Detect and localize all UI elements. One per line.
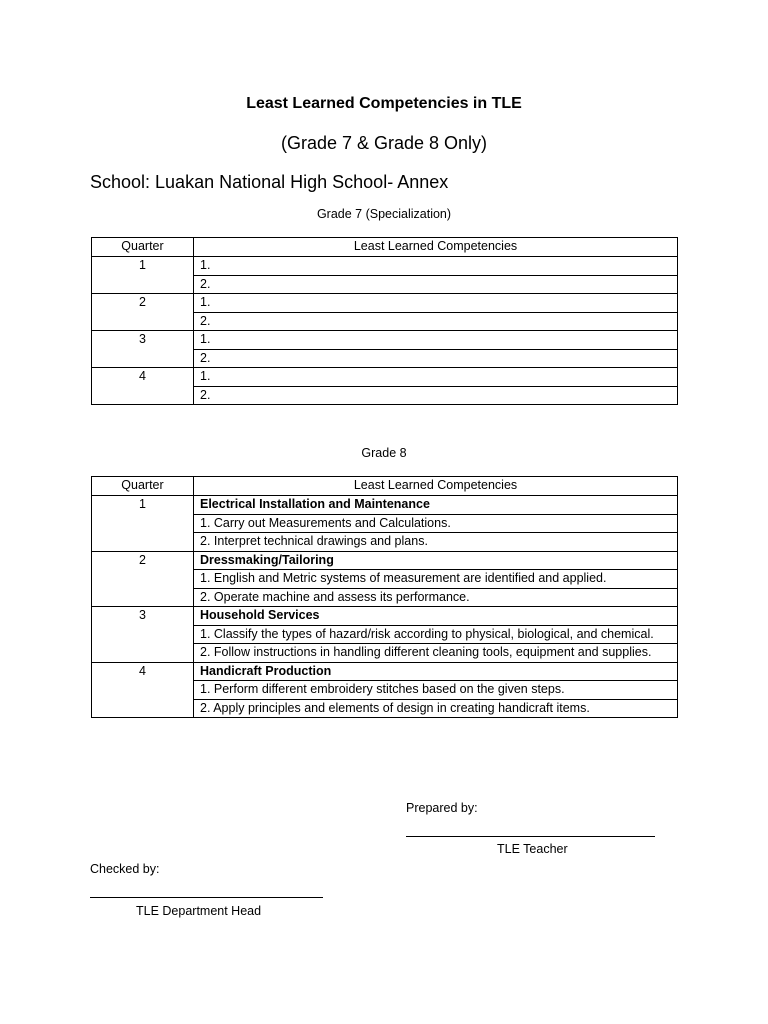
area-label-cell: Household Services bbox=[194, 607, 678, 626]
table-row bbox=[92, 551, 678, 570]
quarter-cell: 1 bbox=[92, 257, 194, 294]
competency-cell: 1. bbox=[194, 368, 678, 387]
grade8-table-body bbox=[92, 496, 678, 718]
table-row bbox=[92, 496, 678, 515]
document-subtitle: (Grade 7 & Grade 8 Only) bbox=[280, 133, 488, 153]
grade7-table-body bbox=[92, 257, 678, 405]
checked-role: TLE Department Head bbox=[136, 904, 262, 918]
quarter-cell: 2 bbox=[92, 551, 194, 607]
area-label-cell: Electrical Installation and Maintenance bbox=[194, 496, 678, 515]
prepared-by-label: Prepared by: bbox=[406, 801, 478, 815]
competency-cell: 2. Apply principles and elements of design in creating handicraft items. bbox=[194, 699, 678, 718]
grade7-table bbox=[91, 237, 678, 405]
table-row bbox=[92, 257, 678, 276]
competency-cell: 1. Perform different embroidery stitches based on the given steps. bbox=[194, 681, 678, 700]
quarter-header: Quarter bbox=[92, 477, 194, 496]
competency-cell: 1. bbox=[194, 331, 678, 350]
competency-cell: 2. bbox=[194, 386, 678, 405]
area-label-cell: Dressmaking/Tailoring bbox=[194, 551, 678, 570]
quarter-header: Quarter bbox=[92, 238, 194, 257]
quarter-cell: 1 bbox=[92, 496, 194, 552]
table-header-row bbox=[92, 238, 678, 257]
grade8-table bbox=[91, 476, 678, 718]
grade7-caption: Grade 7 (Specialization) bbox=[316, 207, 452, 221]
table-header-row bbox=[92, 477, 678, 496]
competency-cell: 1. bbox=[194, 294, 678, 313]
competency-cell: 1. bbox=[194, 257, 678, 276]
area-label-cell: Handicraft Production bbox=[194, 662, 678, 681]
prepared-role: TLE Teacher bbox=[497, 842, 568, 856]
checked-by-label: Checked by: bbox=[90, 862, 160, 876]
quarter-cell: 4 bbox=[92, 368, 194, 405]
document-title: Least Learned Competencies in TLE bbox=[246, 95, 522, 112]
table-row bbox=[92, 607, 678, 626]
competencies-header: Least Learned Competencies bbox=[194, 238, 678, 257]
competency-cell: 1. English and Metric systems of measurement are identified and applied. bbox=[194, 570, 678, 589]
grade8-caption: Grade 8 bbox=[361, 446, 407, 460]
table-row bbox=[92, 368, 678, 387]
quarter-cell: 3 bbox=[92, 607, 194, 663]
competency-cell: 2. bbox=[194, 275, 678, 294]
checked-signature-line bbox=[90, 897, 323, 898]
quarter-cell: 3 bbox=[92, 331, 194, 368]
table-row bbox=[92, 331, 678, 350]
competency-cell: 2. bbox=[194, 312, 678, 331]
table-row bbox=[92, 662, 678, 681]
table-row bbox=[92, 294, 678, 313]
competency-cell: 1. Classify the types of hazard/risk according to physical, biological, and chemical. bbox=[194, 625, 678, 644]
prepared-signature-line bbox=[406, 836, 655, 837]
school-name: School: Luakan National High School- Annex bbox=[90, 172, 449, 192]
competency-cell: 2. Operate machine and assess its performance. bbox=[194, 588, 678, 607]
competency-cell: 2. Follow instructions in handling different cleaning tools, equipment and supplies. bbox=[194, 644, 678, 663]
competencies-header: Least Learned Competencies bbox=[194, 477, 678, 496]
quarter-cell: 2 bbox=[92, 294, 194, 331]
quarter-cell: 4 bbox=[92, 662, 194, 718]
competency-cell: 2. bbox=[194, 349, 678, 368]
competency-cell: 1. Carry out Measurements and Calculations. bbox=[194, 514, 678, 533]
competency-cell: 2. Interpret technical drawings and plans. bbox=[194, 533, 678, 552]
